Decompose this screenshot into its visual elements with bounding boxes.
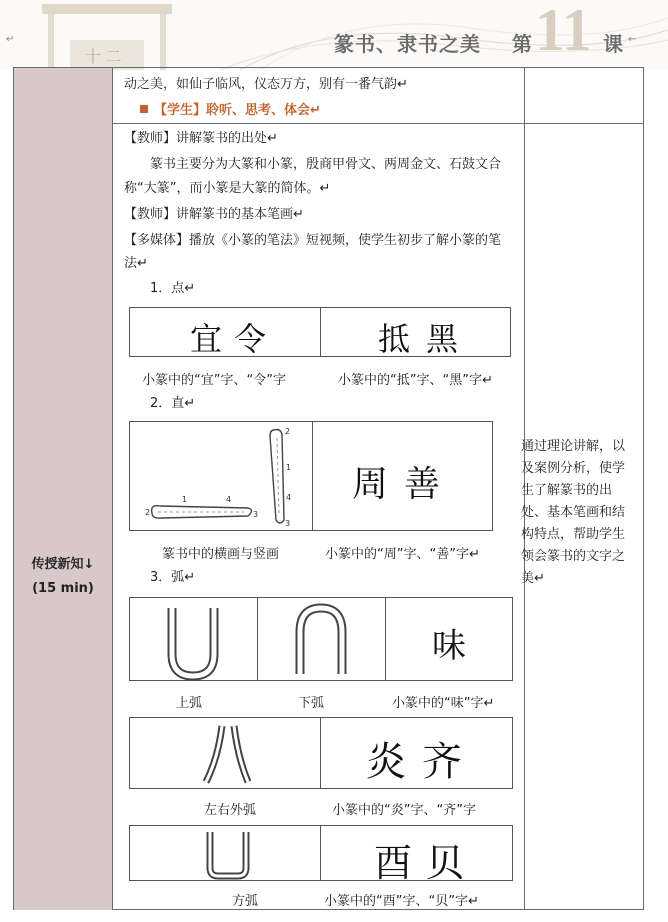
- stroke-mark: 1: [182, 495, 188, 504]
- paragraph: 篆书主要分为大篆和小篆，殷商甲骨文、两周金文、石鼓文合: [150, 157, 502, 172]
- figure-caption: 小篆中的“味”字↵: [392, 696, 495, 711]
- arc-stroke-figure: [129, 597, 513, 681]
- arc-lr-diagram: [130, 718, 320, 790]
- arc-lr-figure: [129, 717, 513, 789]
- stroke-mark: 4: [226, 495, 232, 504]
- figure-caption: 小篆中的“周”字、“善”字↵: [325, 547, 480, 562]
- list-item: 2．直↵: [150, 396, 196, 411]
- stroke-mark: 2: [145, 508, 151, 517]
- glyph-zhou: 周: [352, 464, 389, 505]
- paragraph: 【多媒体】播放《小篆的笔法》短视频，使学生初步了解小篆的笔: [124, 233, 502, 248]
- straight-stroke-figure: [129, 421, 493, 531]
- figure-caption: 左右外弧: [204, 803, 257, 818]
- glyph-yi: 宜: [190, 320, 223, 358]
- glyph-you: 酉: [374, 841, 413, 885]
- glyph-di: 抵: [378, 320, 411, 358]
- bullet-square-icon: [140, 105, 148, 113]
- row1-text: 动之美，如仙子临风，仪态万方，别有一番气韵↵: [124, 77, 408, 92]
- paragraph: 法↵: [124, 256, 148, 271]
- arc-square-figure: [129, 825, 513, 885]
- figure-caption: 下弧: [298, 696, 325, 711]
- paragraph: 称“大篆”，而小篆是大篆的简体。↵: [124, 181, 331, 196]
- paragraph: 【教师】讲解篆书的出处↵: [124, 131, 278, 146]
- paragraph-mark-icon: ↵: [6, 34, 15, 45]
- figure-caption: 小篆中的“炎”字、“齐”字: [332, 803, 476, 818]
- stroke-mark: 2: [285, 427, 291, 436]
- stroke-mark: 3: [285, 519, 291, 528]
- lesson-prefix: 第: [512, 32, 532, 56]
- student-activity-text: 【学生】聆听、思考、体会↵: [154, 103, 321, 118]
- lesson-suffix: 课: [603, 32, 623, 56]
- student-activity: [140, 98, 321, 124]
- figure-caption: 小篆中的“宜”字、“令”字: [142, 373, 286, 388]
- glyph-qi: 齐: [422, 739, 462, 785]
- glyph-bei: 贝: [426, 841, 465, 885]
- svg-text:十 二: 十 二: [85, 49, 122, 66]
- stroke-mark: 4: [286, 493, 292, 502]
- section-name: 传授新知↓: [31, 557, 95, 572]
- figure-caption: 小篆中的“酉”字、“贝”字↵: [324, 894, 479, 909]
- stroke-diagram: [130, 422, 312, 532]
- arc-square-diagram: [130, 826, 320, 882]
- figure-caption: 方弧: [232, 894, 259, 909]
- glyph-ling: 令: [234, 320, 267, 358]
- section-label-cell: [14, 123, 113, 910]
- glyph-shan: 善: [404, 464, 441, 505]
- section-title: [14, 553, 112, 601]
- paragraph-mark-icon: ←: [628, 34, 637, 45]
- teaching-note: 通过理论讲解，以及案例分析，使学生了解篆书的出处、基本笔画和结构特点，帮助学生领会篆书的文字之美↵: [521, 439, 626, 586]
- glyph-wei: 味: [432, 626, 466, 666]
- stroke-mark: 3: [253, 510, 259, 519]
- figure-caption: 小篆中的“抵”字、“黑”字↵: [338, 373, 493, 388]
- glyph-hei: 黑: [426, 320, 459, 358]
- stroke-mark: 1: [286, 463, 292, 472]
- paragraph: 【教师】讲解篆书的基本笔画↵: [124, 207, 304, 222]
- figure-caption: 篆书中的横画与竖画: [162, 547, 280, 562]
- figure-caption: 上弧: [176, 696, 203, 711]
- list-item: 1．点↵: [150, 281, 196, 296]
- glyph-yan: 炎: [366, 739, 406, 785]
- lesson-number: 11: [535, 0, 592, 63]
- dot-stroke-figure: [129, 307, 511, 357]
- list-item: 3．弧↵: [150, 570, 196, 585]
- lesson-title: 篆书、隶书之美: [334, 32, 481, 56]
- section-duration: (15 min): [32, 581, 94, 596]
- page-header: [0, 0, 668, 70]
